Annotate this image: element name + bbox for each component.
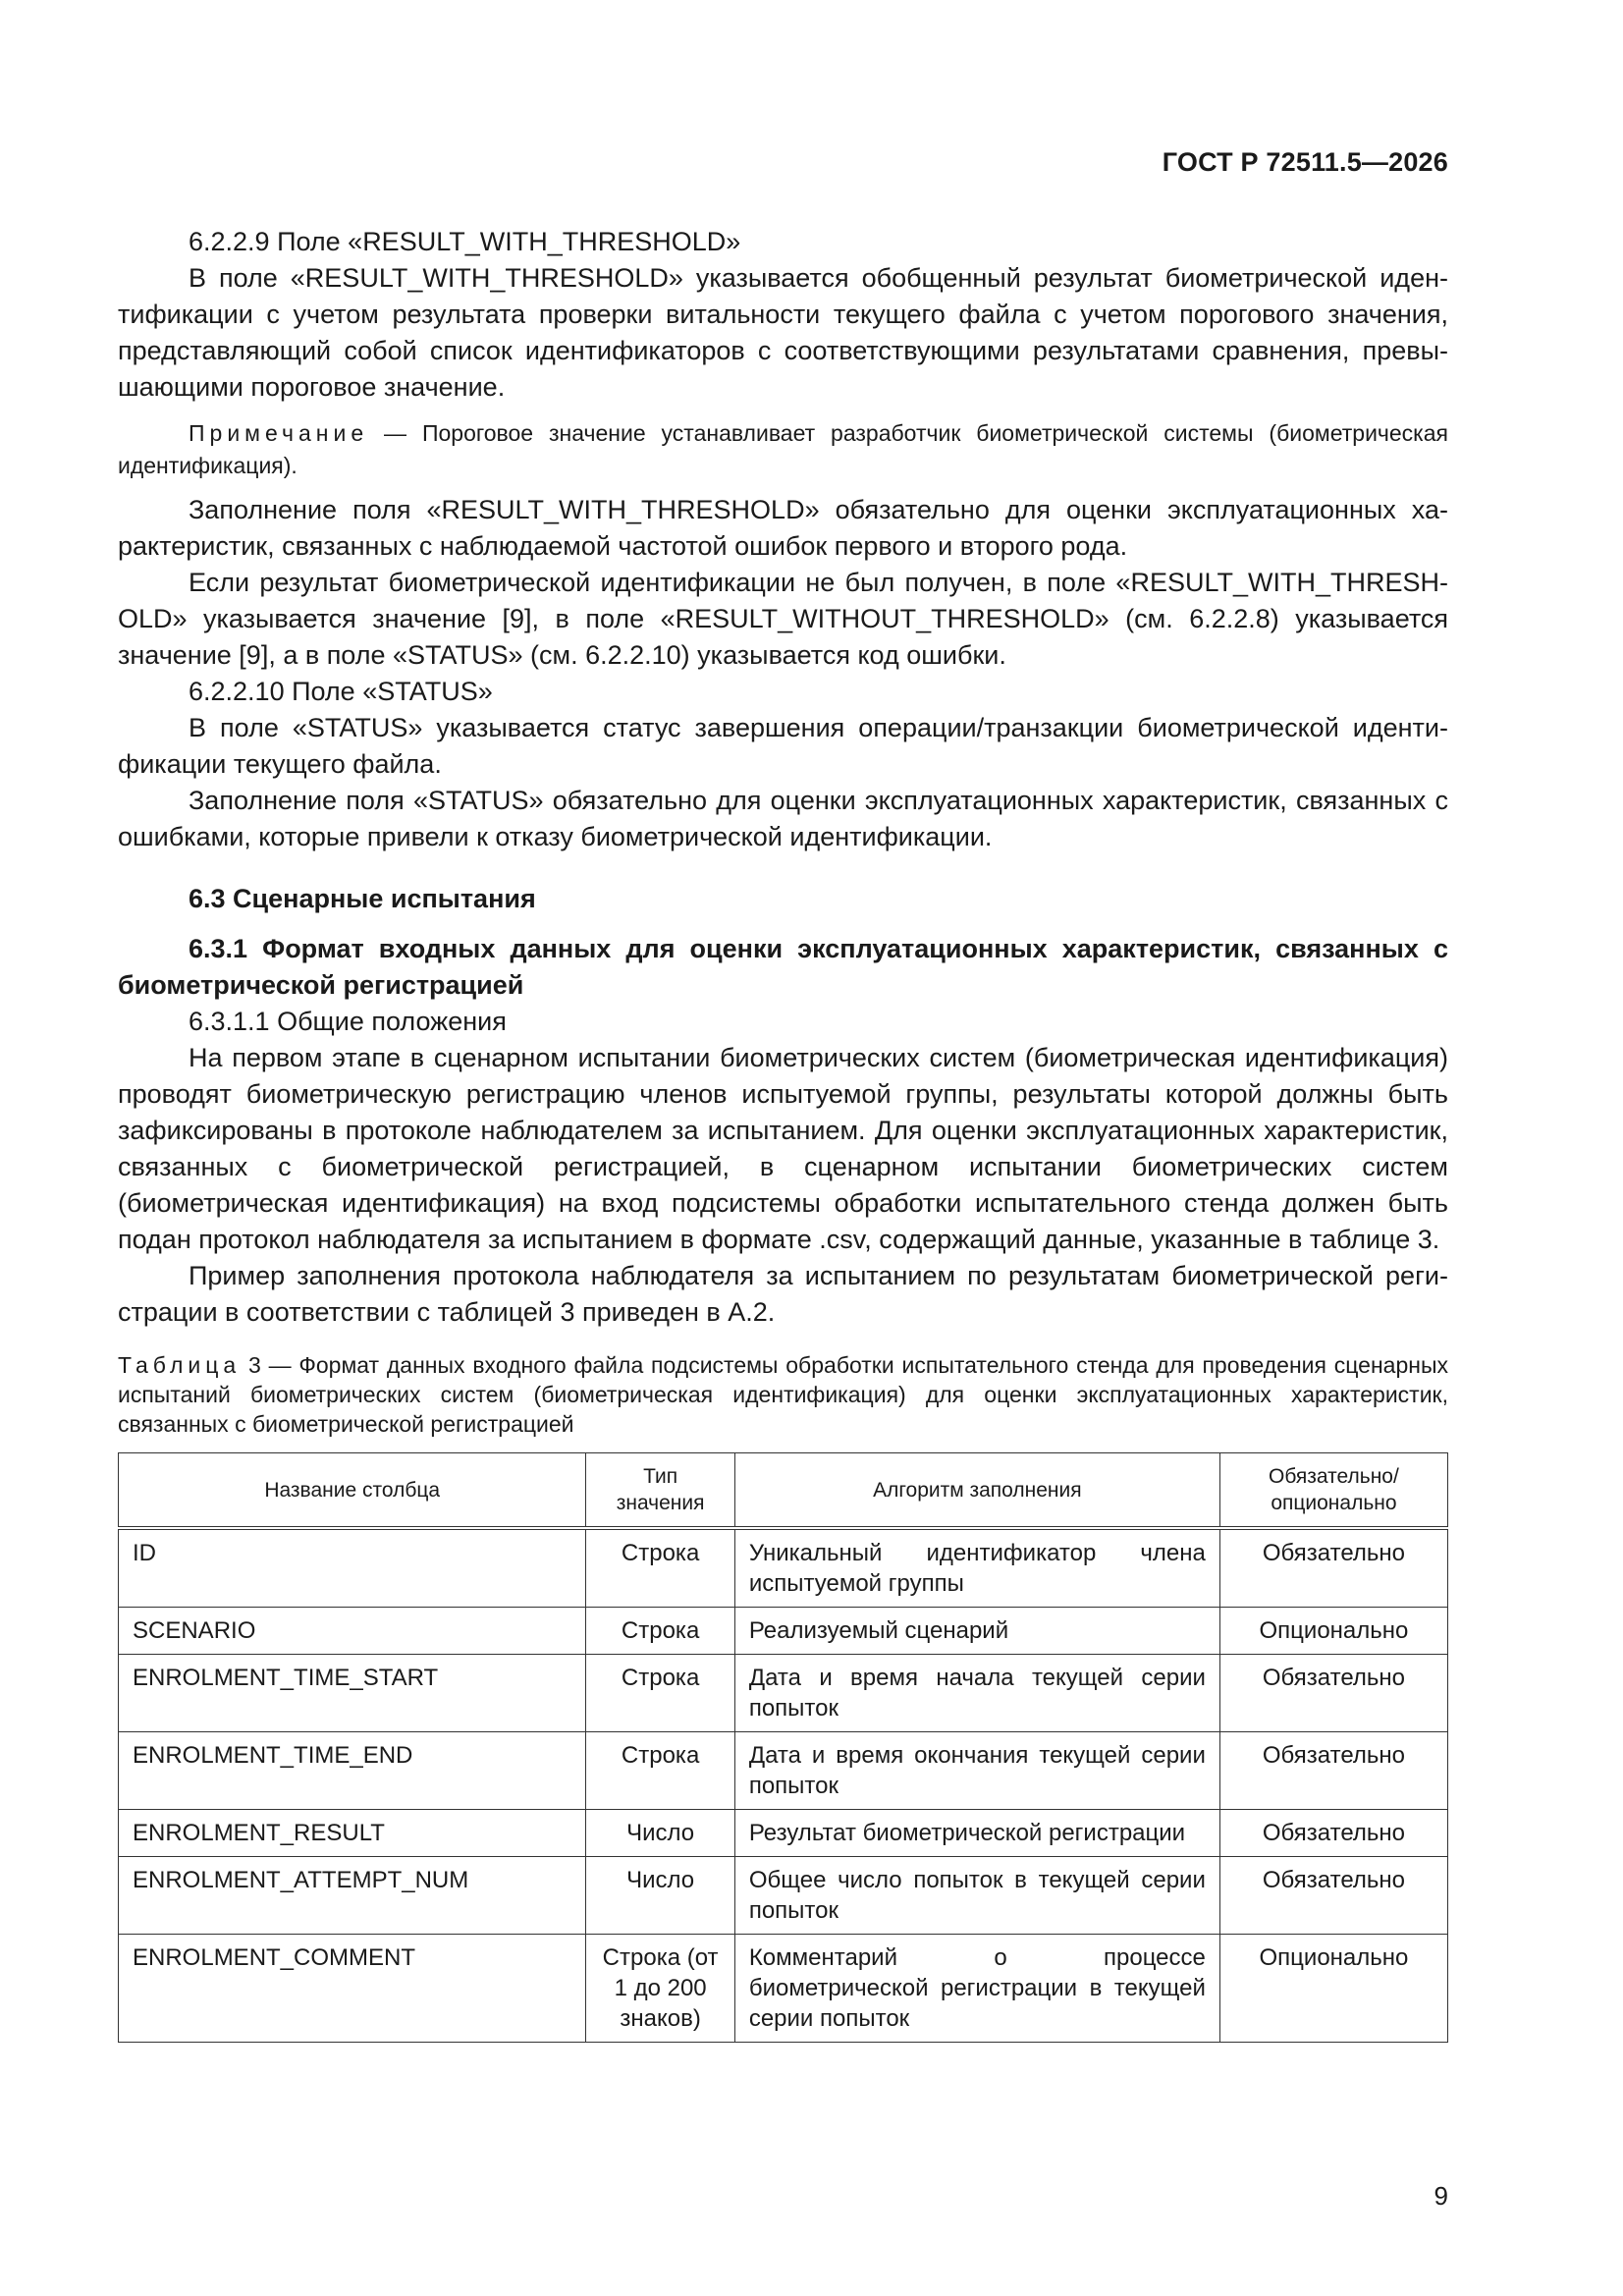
header-required: Обязательно/ опционально: [1219, 1453, 1447, 1529]
cell-column-name: ENROLMENT_TIME_START: [119, 1655, 586, 1732]
header-fill-algorithm: Алгоритм заполнения: [734, 1453, 1219, 1529]
cell-column-name: ID: [119, 1528, 586, 1608]
section-6-2-2-9-paragraph-3: Если результат биометрической идентификации не был получен, в поле «RESULT_WITH_THRESHOLD» указывается значение [9], в поле «RESULT_WITHOUT_THRESHOLD» (см. 6.2.2.8) указывается значение [9], а в поле «STATUS» (см. 6.2.2.10) указывается код ошибки.: [118, 568, 1448, 670]
table-row: [119, 1528, 1448, 1608]
table-header-row: [119, 1453, 1448, 1529]
cell-value-type: Строка: [586, 1528, 734, 1608]
section-6-2-2-9-paragraph-1: В поле «RESULT_WITH_THRESHOLD» указывается обобщенный результат биометрической идентификации с учетом результата проверки витальности текущего файла с учетом порогового значения, представляющий собой список идентификаторов с соответствующими результатами сравнения, превышающими пороговое значение.: [118, 263, 1448, 402]
table-row: [119, 1732, 1448, 1810]
section-6-2-2-9-heading: 6.2.2.9 Поле «RESULT_WITH_THRESHOLD»: [189, 227, 741, 256]
header-column-name: Название столбца: [119, 1453, 586, 1529]
note: [118, 417, 1448, 482]
table-row: [119, 1810, 1448, 1857]
cell-required: Обязательно: [1219, 1528, 1447, 1608]
section-6-2-2-10-paragraph-1: В поле «STATUS» указывается статус завершения операции/транзакции биометрической идентификации текущего файла.: [118, 713, 1448, 779]
section-6-2-2-10-heading: 6.2.2.10 Поле «STATUS»: [189, 677, 493, 706]
cell-column-name: ENROLMENT_ATTEMPT_NUM: [119, 1857, 586, 1935]
section-6-3-1-1-paragraph-1: На первом этапе в сценарном испытании биометрических систем (биометрическая идентификация) проводят биометрическую регистрацию членов испытуемой группы, результаты которой должны быть зафиксированы в протоколе наблюдателем за испытанием. Для оценки эксплуатационных характеристик, связанных с биометрической регистрацией, в сценарном испытании биометрических систем (биометрическая идентификация) на вход подсистемы обработки испытательного стенда должен быть подан протокол наблюдателя за испытанием в формате .csv, содержащий данные, указанные в таблице 3.: [118, 1043, 1448, 1254]
cell-required: Опционально: [1219, 1608, 1447, 1655]
cell-value-type: Строка (от 1 до 200 знаков): [586, 1935, 734, 2043]
cell-fill-algorithm: Комментарий о процессе биометрической регистрации в текущей серии попыток: [734, 1935, 1219, 2043]
section-6-2-2-10-paragraph-2: Заполнение поля «STATUS» обязательно для оценки эксплуатационных характеристик, связанных с ошибками, которые привели к отказу биометрической идентификации.: [118, 786, 1448, 851]
cell-fill-algorithm: Уникальный идентификатор члена испытуемой группы: [734, 1528, 1219, 1608]
cell-value-type: Число: [586, 1810, 734, 1857]
table-row: [119, 1655, 1448, 1732]
header-value-type: Тип значения: [586, 1453, 734, 1529]
note-label: Примечание: [189, 420, 369, 446]
note-text: — Пороговое значение устанавливает разработчик биометрической системы (биометрическая идентификация).: [118, 420, 1448, 478]
data-format-table: [118, 1452, 1448, 2043]
cell-required: Обязательно: [1219, 1655, 1447, 1732]
table-row: [119, 1857, 1448, 1935]
cell-fill-algorithm: Реализуемый сценарий: [734, 1608, 1219, 1655]
cell-required: Обязательно: [1219, 1810, 1447, 1857]
section-6-3-1-1-heading: 6.3.1.1 Общие положения: [189, 1007, 507, 1036]
cell-value-type: Число: [586, 1857, 734, 1935]
cell-required: Обязательно: [1219, 1732, 1447, 1810]
section-6-2-2-9-paragraph-2: Заполнение поля «RESULT_WITH_THRESHOLD» обязательно для оценки эксплуатационных характеристик, связанных с наблюдаемой частотой ошибок первого и второго рода.: [118, 495, 1448, 561]
page-number: 9: [1434, 2181, 1448, 2211]
cell-fill-algorithm: Дата и время начала текущей серии попыток: [734, 1655, 1219, 1732]
cell-value-type: Строка: [586, 1655, 734, 1732]
cell-column-name: ENROLMENT_COMMENT: [119, 1935, 586, 2043]
table-caption-text: 3 — Формат данных входного файла подсистемы обработки испытательного стенда для проведения сценарных испытаний биометрических систем (биометрическая идентификация) для оценки эксплуатационных характеристик, связанных с биометрической регистрацией: [118, 1352, 1448, 1437]
cell-column-name: ENROLMENT_RESULT: [119, 1810, 586, 1857]
cell-required: Обязательно: [1219, 1857, 1447, 1935]
cell-value-type: Строка: [586, 1732, 734, 1810]
table-caption-label: Таблица: [118, 1352, 242, 1378]
cell-required: Опционально: [1219, 1935, 1447, 2043]
cell-fill-algorithm: Дата и время окончания текущей серии попыток: [734, 1732, 1219, 1810]
cell-column-name: ENROLMENT_TIME_END: [119, 1732, 586, 1810]
section-6-3-1-1-paragraph-2: Пример заполнения протокола наблюдателя за испытанием по результатам биометрической регистрации в соответствии с таблицей 3 приведен в А.2.: [118, 1261, 1448, 1327]
table-row: [119, 1935, 1448, 2043]
cell-column-name: SCENARIO: [119, 1608, 586, 1655]
cell-value-type: Строка: [586, 1608, 734, 1655]
section-6-3-heading: 6.3 Сценарные испытания: [189, 884, 536, 913]
table-row: [119, 1608, 1448, 1655]
page-content: [118, 224, 1448, 2043]
document-code: ГОСТ Р 72511.5—2026: [1162, 147, 1448, 177]
cell-fill-algorithm: Общее число попыток в текущей серии попыток: [734, 1857, 1219, 1935]
table-caption: [118, 1350, 1448, 1439]
cell-fill-algorithm: Результат биометрической регистрации: [734, 1810, 1219, 1857]
section-6-3-1-heading: 6.3.1 Формат входных данных для оценки эксплуатационных характеристик, связанных с биометрической регистрацией: [118, 934, 1448, 1000]
